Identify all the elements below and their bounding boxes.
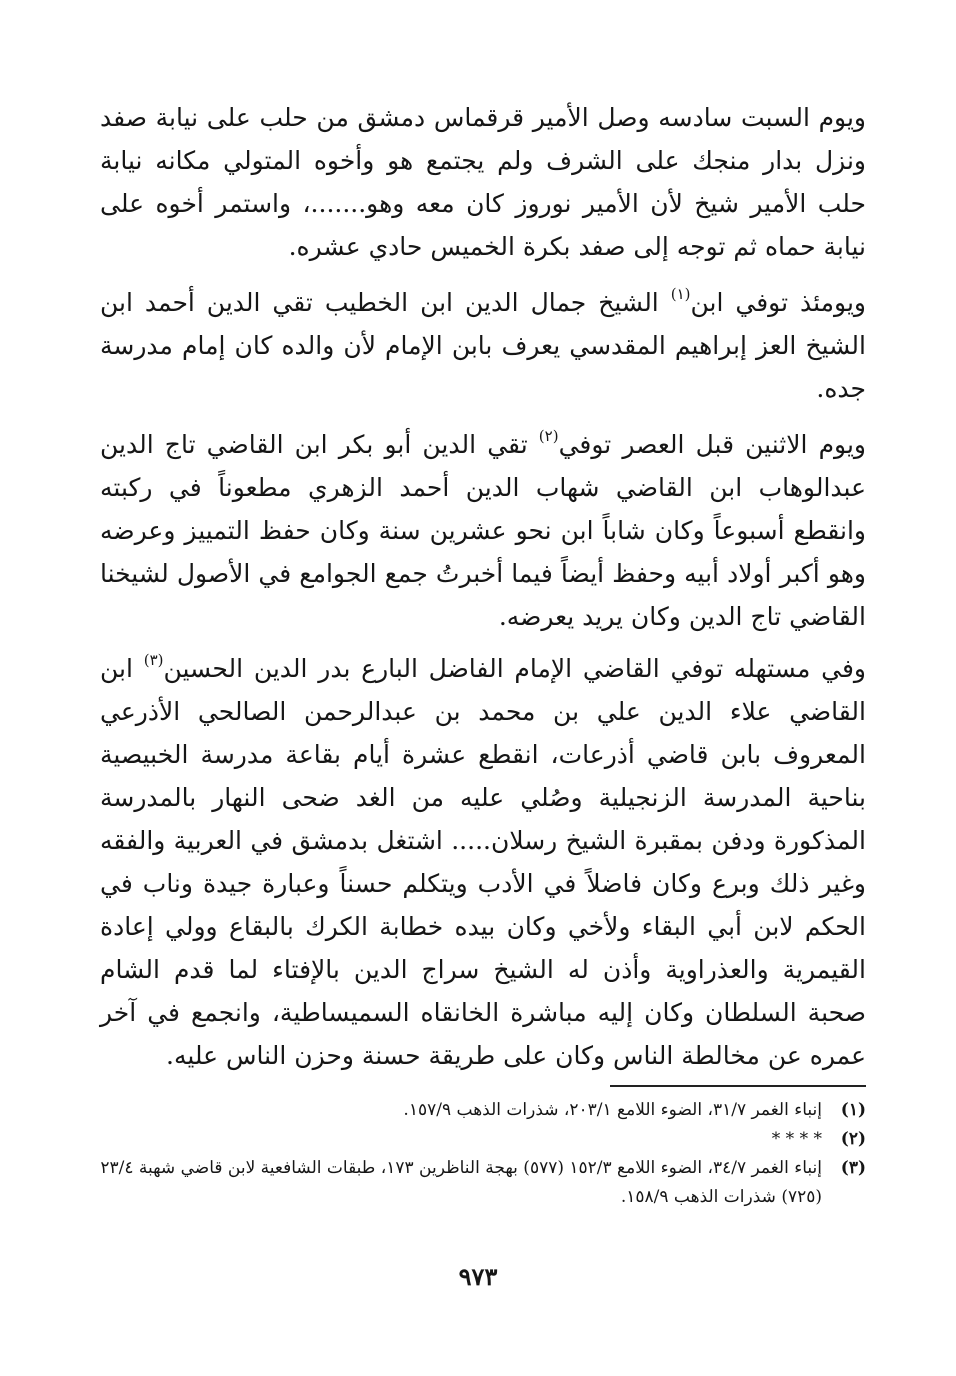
paragraph-3-text: تقي الدين أبو بكر ابن القاضي تاج الدين عبدالوهاب ابن القاضي شهاب الدين أحمد الزهري مطعوناً في ركبته وانقطع أسبوعاً وكان شاباً ابن نحو عشرين سنة وكان حفظ التمييز وعرضه وهو أكبر أولاد أبيه وحفظ أيضاً فيما أخبرتُ جمع الجوامع في الأصول لشيخنا القاضي تاج الدين وكان يريد يعرضه.: [100, 430, 866, 631]
paragraph-2: [100, 281, 866, 410]
footnote-ref-1: (١): [670, 284, 691, 303]
footnote-number: (١): [840, 1100, 866, 1120]
footnote-3: [100, 1154, 866, 1212]
footnote-number: (٣): [840, 1158, 866, 1178]
footnote-2: [100, 1125, 866, 1154]
paragraph-3: [100, 423, 866, 638]
footnote-text: إنباء الغمر ٣٤/٧، الضوء اللامع ١٥٢/٣ (٥٧٧) بهجة الناظرين ١٧٣، طبقات الشافعية لابن قاضي شهبة ٢٣/٤ (٧٢٥) شذرات الذهب ١٥٨/٩.: [100, 1158, 822, 1207]
footnote-ref-3: (٣): [143, 650, 164, 669]
paragraph-2-text: الشيخ جمال الدين ابن الخطيب تقي الدين أحمد ابن الشيخ العز إبراهيم المقدسي يعرف بابن الإمام لأن والده كان إمام مدرسة جده.: [100, 288, 866, 403]
footnote-1: [100, 1096, 866, 1125]
paragraph-4: [100, 647, 866, 1077]
footnote-ref-2: (٢): [538, 426, 559, 445]
paragraph-1: [100, 96, 866, 268]
paragraph-2-lead: ويومئذ توفي ابن: [690, 288, 866, 317]
footnote-number: (٢): [840, 1129, 866, 1149]
paragraph-3-lead: ويوم الاثنين قبل العصر توفي: [558, 430, 866, 459]
footnote-text: إنباء الغمر ٣١/٧، الضوء اللامع ٢٠٣/١، شذرات الذهب ١٥٧/٩.: [403, 1100, 822, 1120]
footnote-separator: [610, 1085, 866, 1087]
paragraph-4-text: ابن القاضي علاء الدين علي بن محمد بن عبدالرحمن الصالحي الأذرعي المعروف بابن قاضي أذرعات، انقطع عشرة أيام بقاعة مدرسة الخبيصية بناحية المدرسة الزنجيلية وصُلي عليه من الغد ضحى النهار بالمدرسة المذكورة ودفن بمقبرة الشيخ رسلان..... اشتغل بدمشق في العربية والفقه وغير ذلك وبرع وكان فاضلاً في الأدب ويتكلم حسناً وعبارة جيدة وناب في الحكم لابن أبي البقاء ولأخي وكان بيده خطابة الكرك بالبقاع وولي إعادة القيمرية والعذراوية وأذن له الشيخ سراج الدين بالإفتاء لما قدم الشام صحبة السلطان وكان إليه مباشرة الخانقاه السميساطية، وانجمع في آخر عمره عن مخالطة الناس وكان على طريقة حسنة وحزن الناس عليه.: [100, 654, 866, 1070]
footnotes: [100, 1096, 866, 1212]
page-number: ٩٧٣: [458, 1262, 498, 1291]
paragraph-1-text: ويوم السبت سادسه وصل الأمير قرقماس دمشق من حلب على نيابة صفد ونزل بدار منجك على الشرف ولم يجتمع هو وأخوه المتولي مكانه نيابة حلب الأمير شيخ لأن الأمير نوروز كان معه وهو.......، واستمر أخوه على نيابة حماه ثم توجه إلى صفد بكرة الخميس حادي عشره.: [100, 103, 866, 261]
paragraph-4-lead: وفي مستهله توفي القاضي الإمام الفاضل البارع بدر الدين الحسين: [163, 654, 866, 683]
footnote-text: * * * *: [771, 1129, 822, 1149]
